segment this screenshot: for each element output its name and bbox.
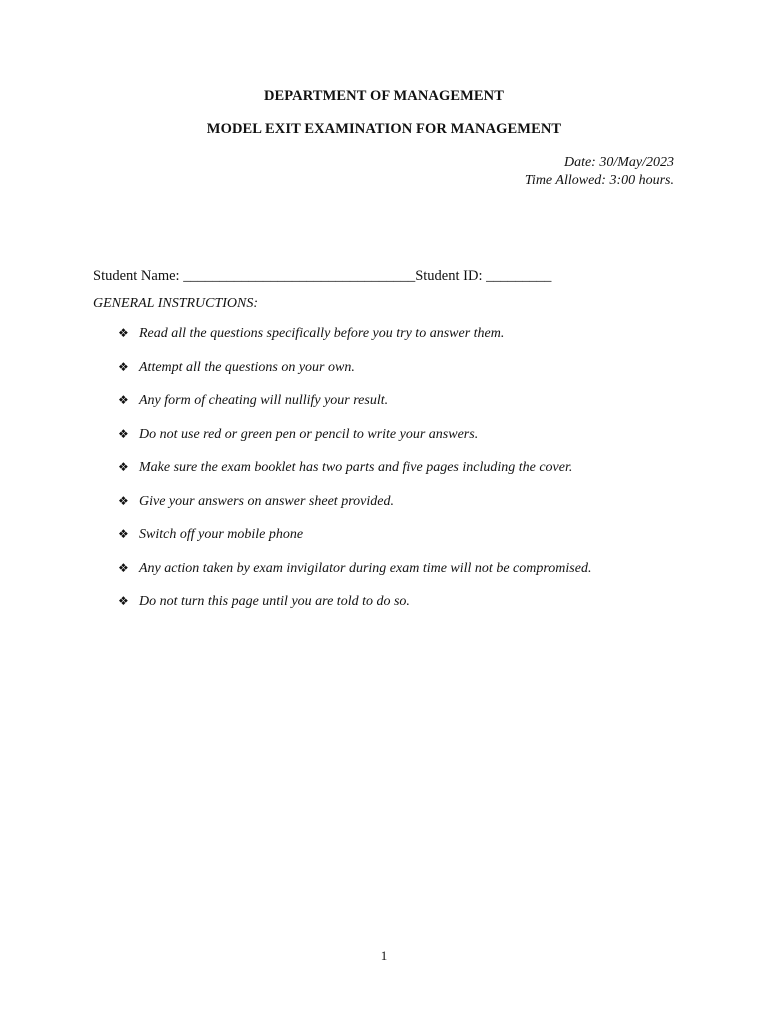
- list-item: [118, 526, 591, 560]
- page-number: 1: [380, 948, 388, 963]
- diamond-bullet-icon: ❖: [118, 393, 129, 407]
- diamond-bullet-icon: ❖: [118, 527, 129, 541]
- diamond-bullet-icon: ❖: [118, 594, 129, 608]
- list-item: [118, 493, 591, 527]
- exam-title: MODEL EXIT EXAMINATION FOR MANAGEMENT: [206, 121, 562, 137]
- list-item: [118, 359, 591, 393]
- list-item: [118, 392, 591, 426]
- instruction-text: Switch off your mobile phone: [139, 527, 304, 542]
- instruction-text: Any form of cheating will nullify your result.: [139, 393, 389, 408]
- student-id-label: Student ID:: [415, 268, 487, 284]
- diamond-bullet-icon: ❖: [118, 560, 129, 575]
- student-info-line: [93, 268, 551, 285]
- instruction-text: Read all the questions specifically before you try to answer them.: [139, 326, 505, 341]
- diamond-bullet-icon: ❖: [118, 326, 129, 340]
- instructions-heading: GENERAL INSTRUCTIONS:: [93, 296, 259, 311]
- list-item: [118, 325, 591, 359]
- department-heading: DEPARTMENT OF MANAGEMENT: [263, 88, 505, 104]
- instruction-text: Give your answers on answer sheet provided.: [139, 493, 394, 509]
- instructions-list: [118, 325, 591, 627]
- list-item: [118, 593, 591, 627]
- instruction-text: Do not use red or green pen or pencil to write your answers.: [139, 426, 479, 442]
- student-name-label: Student Name:: [93, 268, 184, 284]
- instruction-text: Make sure the exam booklet has two parts and five pages including the cover.: [139, 460, 573, 475]
- student-name-blank: ________________________________: [183, 268, 416, 284]
- time-allowed: Time Allowed: 3:00 hours.: [524, 173, 674, 188]
- instruction-text: Do not turn this page until you are told to do so.: [139, 594, 410, 609]
- instruction-text: Attempt all the questions on your own.: [139, 359, 355, 375]
- diamond-bullet-icon: ❖: [118, 426, 129, 441]
- diamond-bullet-icon: ❖: [118, 359, 129, 374]
- list-item: [118, 560, 591, 594]
- list-item: [118, 426, 591, 460]
- diamond-bullet-icon: ❖: [118, 493, 129, 508]
- instruction-text: Any action taken by exam invigilator during exam time will not be compromised.: [139, 560, 592, 576]
- list-item: [118, 459, 591, 493]
- exam-date: Date: 30/May/2023: [563, 155, 674, 170]
- diamond-bullet-icon: ❖: [118, 460, 129, 474]
- student-id-blank: _________: [486, 268, 552, 284]
